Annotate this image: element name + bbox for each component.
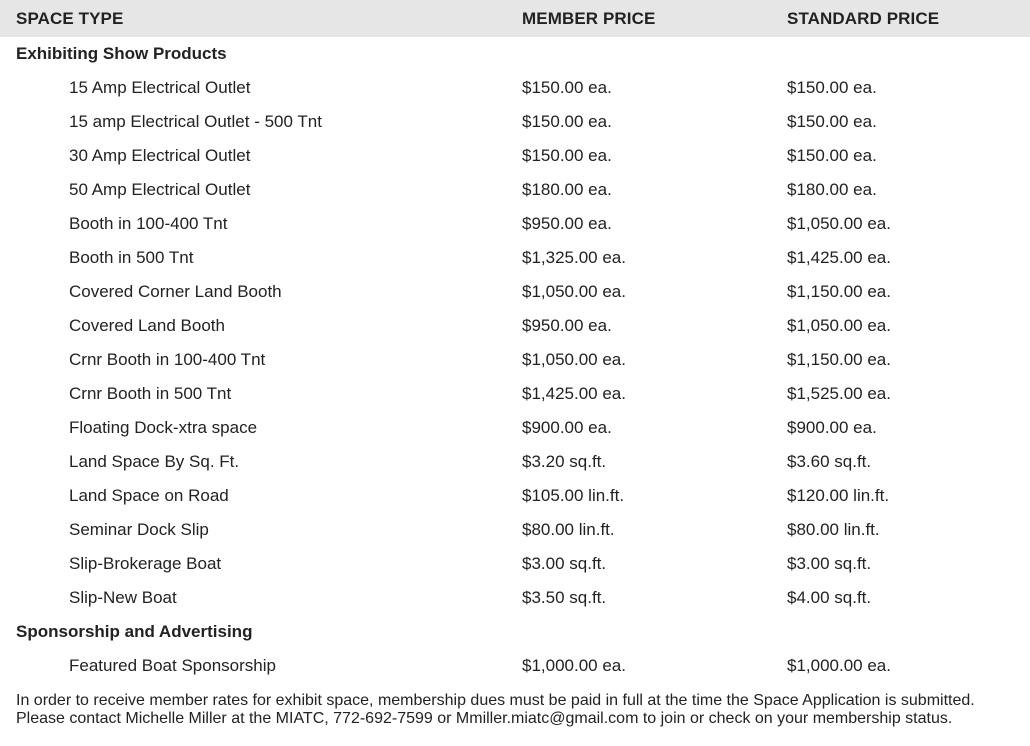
header-standard-price: STANDARD PRICE (787, 0, 1030, 37)
table-row (0, 343, 1030, 377)
table-row (0, 71, 1030, 105)
standard-price: $4.00 sq.ft. (787, 588, 872, 607)
member-price: $105.00 lin.ft. (522, 486, 625, 505)
section-heading-row (0, 615, 1030, 649)
standard-price: $120.00 lin.ft. (787, 486, 890, 505)
member-price: $3.50 sq.ft. (522, 588, 607, 607)
standard-price: $150.00 ea. (787, 78, 877, 97)
standard-price: $3.60 sq.ft. (787, 452, 872, 471)
member-price: $950.00 ea. (522, 214, 612, 233)
table-row (0, 581, 1030, 615)
table-row (0, 309, 1030, 343)
section-title: Exhibiting Show Products (16, 44, 227, 63)
table-row (0, 411, 1030, 445)
member-price: $900.00 ea. (522, 418, 612, 437)
standard-price: $150.00 ea. (787, 146, 877, 165)
standard-price: $1,000.00 ea. (787, 656, 891, 675)
standard-price: $80.00 lin.ft. (787, 520, 880, 539)
table-row (0, 275, 1030, 309)
standard-price: $1,050.00 ea. (787, 316, 891, 335)
standard-price: $1,050.00 ea. (787, 214, 891, 233)
member-price: $950.00 ea. (522, 316, 612, 335)
section-heading-row (0, 37, 1030, 71)
member-price: $1,050.00 ea. (522, 282, 626, 301)
member-price: $150.00 ea. (522, 78, 612, 97)
item-name: Featured Boat Sponsorship (69, 656, 276, 675)
standard-price: $900.00 ea. (787, 418, 877, 437)
member-price: $180.00 ea. (522, 180, 612, 199)
table-row (0, 241, 1030, 275)
item-name: Crnr Booth in 500 Tnt (69, 384, 232, 403)
table-row (0, 479, 1030, 513)
member-price: $3.20 sq.ft. (522, 452, 607, 471)
item-name: Land Space By Sq. Ft. (69, 452, 240, 471)
item-name: 30 Amp Electrical Outlet (69, 146, 251, 165)
member-price: $1,425.00 ea. (522, 384, 626, 403)
item-name: Land Space on Road (69, 486, 229, 505)
member-price: $150.00 ea. (522, 112, 612, 131)
table-row (0, 513, 1030, 547)
membership-note: In order to receive member rates for exhibit space, membership dues must be paid in full at the time the Space Application is submitted. Please contact Michelle Miller at the MIATC, 772-692-7599 or Mmiller.miatc@gmail.com to join or check on your membership status. (16, 692, 975, 727)
item-name: Slip-New Boat (69, 588, 177, 607)
table-row (0, 377, 1030, 411)
table-row (0, 105, 1030, 139)
item-name: 50 Amp Electrical Outlet (69, 180, 251, 199)
header-space-type: SPACE TYPE (0, 0, 522, 37)
table-row (0, 173, 1030, 207)
member-price: $80.00 lin.ft. (522, 520, 615, 539)
standard-price: $150.00 ea. (787, 112, 877, 131)
table-row (0, 445, 1030, 479)
table-row (0, 649, 1030, 683)
member-price: $1,325.00 ea. (522, 248, 626, 267)
table-row (0, 207, 1030, 241)
standard-price: $180.00 ea. (787, 180, 877, 199)
item-name: 15 amp Electrical Outlet - 500 Tnt (69, 112, 322, 131)
standard-price: $1,525.00 ea. (787, 384, 891, 403)
item-name: Seminar Dock Slip (69, 520, 209, 539)
table-header-row (0, 0, 1030, 37)
member-price: $1,000.00 ea. (522, 656, 626, 675)
standard-price: $3.00 sq.ft. (787, 554, 872, 573)
member-price: $3.00 sq.ft. (522, 554, 607, 573)
member-price: $1,050.00 ea. (522, 350, 626, 369)
standard-price: $1,150.00 ea. (787, 350, 891, 369)
standard-price: $1,425.00 ea. (787, 248, 891, 267)
item-name: Slip-Brokerage Boat (69, 554, 222, 573)
section-title: Sponsorship and Advertising (16, 622, 253, 641)
table-row (0, 139, 1030, 173)
item-name: Covered Land Booth (69, 316, 225, 335)
item-name: Crnr Booth in 100-400 Tnt (69, 350, 266, 369)
item-name: 15 Amp Electrical Outlet (69, 78, 251, 97)
member-price: $150.00 ea. (522, 146, 612, 165)
item-name: Floating Dock-xtra space (69, 418, 258, 437)
standard-price: $1,150.00 ea. (787, 282, 891, 301)
item-name: Booth in 500 Tnt (69, 248, 194, 267)
item-name: Covered Corner Land Booth (69, 282, 282, 301)
header-member-price: MEMBER PRICE (522, 0, 787, 37)
item-name: Booth in 100-400 Tnt (69, 214, 228, 233)
table-row (0, 547, 1030, 581)
